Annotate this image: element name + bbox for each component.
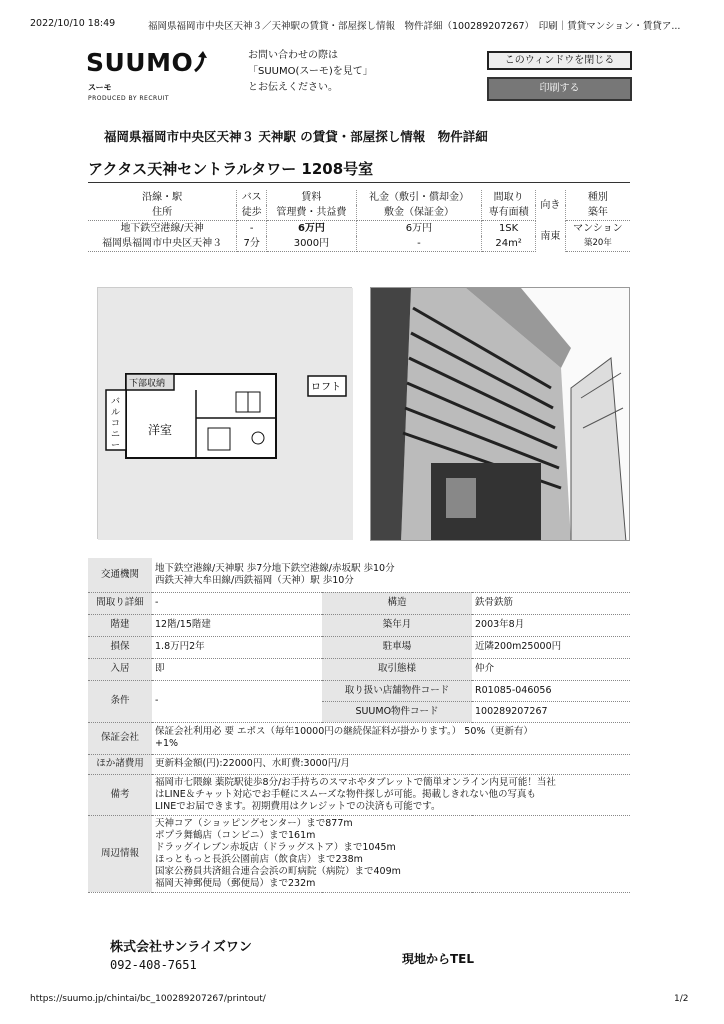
details-label: 駐車場 [322,636,472,658]
remarks-line-2: はLINE＆チャット対応でお手軽にスムーズな物件探しが可能。掲載しきれない他の写真も [155,788,536,800]
svg-text:ニ: ニ [111,430,121,440]
summary-cell: 築20年 [565,236,630,252]
svg-text:バ: バ [111,397,121,407]
summary-head-cell: 間取り [482,190,536,205]
summary-head-cell: 礼金（敷引・償却金） [356,190,481,205]
floorplan-image [97,287,352,539]
floorplan-drawing [98,288,353,540]
floorplan-storage-label: 下部収納 [129,379,166,389]
company-name: 株式会社サンライズワン [110,940,252,955]
summary-cell: 福岡県福岡市中央区天神３ [88,236,237,252]
summary-cell: 24m² [482,236,536,252]
nearby-item: ドラッグイレブン赤坂店（ドラッグストア）まで1045m [155,841,396,853]
company-phone: 092-408-7651 [110,958,197,972]
summary-cell: 6万円 [356,221,481,237]
details-row-remarks [88,774,630,815]
footer-url: https://suumo.jp/chintai/bc_100289207267/printout/ [30,994,266,1004]
inquiry-line-3: とお伝えください。 [248,82,338,93]
details-row-transport [88,558,630,592]
summary-head-cell: 築年 [565,205,630,221]
details-value [152,815,630,892]
details-table [88,558,630,893]
details-row-store-code [88,680,630,701]
details-value [152,774,630,815]
details-label: 入居 [88,658,152,680]
summary-cell: 1SK [482,221,536,237]
details-value: 鉄骨鉄筋 [472,592,630,614]
suumo-logo [86,48,207,77]
details-row-insurance [88,636,630,658]
details-value: 仲介 [472,658,630,680]
footer-page-number: 1/2 [674,994,689,1004]
summary-cell: 3000円 [267,236,357,252]
guarantor-line-1: 保証会社利用必 要 エポス（毎年10000円の継続保証料が掛かります。） 50%（更新有） [155,726,533,737]
svg-text:ー: ー [111,441,121,451]
details-value: 12階/15階建 [152,614,322,636]
details-value: 即 [152,658,322,680]
details-value: 100289207267 [472,701,630,722]
inquiry-line-2: 「SUUMO(スーモ)を見て」 [248,66,373,77]
building-photo-drawing [371,288,630,541]
summary-rent: 6万円 [267,221,357,237]
summary-head-cell: バス [237,190,267,205]
details-row-guarantor [88,722,630,754]
transport-line-2: 西鉄天神大牟田線/西鉄福岡（天神）駅 歩10分 [155,574,354,586]
inquiry-note [248,48,373,96]
summary-head-cell: 専有面積 [482,205,536,221]
details-value [152,722,630,754]
details-label: 間取り詳細 [88,592,152,614]
floorplan-balcony-label [111,397,120,451]
page-subtitle: 福岡県福岡市中央区天神３ 天神駅 の賃貸・部屋探し情報 物件詳細 [104,129,488,144]
property-title: アクタス天神セントラルタワー 1208号室 [88,160,374,178]
transport-line-1: 地下鉄空港線/天神駅 歩7分地下鉄空港線/赤坂駅 歩10分 [155,562,395,574]
details-value: 1.8万円2年 [152,636,322,658]
details-value: 2003年8月 [472,614,630,636]
details-label: SUUMO物件コード [322,701,472,722]
nearby-item: 国家公務員共済組合連合会浜の町病院（病院）まで409m [155,865,401,877]
summary-cell: - [356,236,481,252]
svg-text:コ: コ [111,419,121,429]
tel-note: 現地からTEL [402,952,475,966]
details-label: 階建 [88,614,152,636]
print-header [30,18,694,32]
details-row-movein [88,658,630,680]
details-value: - [152,592,322,614]
remarks-line-1: 福岡市七隈線 薬院駅徒歩8分/お手持ちのスマホやタブレットで簡単オンライン内見可能！当社 [155,776,556,788]
suumo-kana: スーモ [88,83,112,92]
summary-table [88,190,630,252]
produced-by: PRODUCED BY RECRUIT [88,95,170,102]
title-divider [88,182,630,183]
print-button[interactable]: 印刷する [487,77,632,101]
nearby-item: 天神コア（ショッピングセンター）まで877m [155,817,353,829]
summary-head-cell: 沿線・駅 [88,190,237,205]
details-label: 備考 [88,774,152,815]
summary-value-row-1 [88,221,630,237]
summary-head-cell: 管理費・共益費 [267,205,357,221]
inquiry-line-1: お問い合わせの際は [248,50,338,61]
close-window-button[interactable]: このウィンドウを閉じる [487,51,632,70]
details-value: 更新料金額(円):22000円、水町費:3000円/月 [152,754,630,774]
summary-cell: 7分 [237,236,267,252]
remarks-line-3: LINEでお届できます。初期費用はクレジットでの決済も可能です。 [155,800,441,812]
details-label: 条件 [88,680,152,722]
summary-head-cell: 徒歩 [237,205,267,221]
summary-cell: マンション [573,223,623,234]
suumo-wordmark: SUUMO [86,48,194,77]
print-page-title: 福岡県福岡市中央区天神３／天神駅の賃貸・部屋探し情報 物件詳細（100289207267） 印刷｜賃貸マンション・賃貸ア... [148,21,681,32]
summary-head-cell: 住所 [88,205,237,221]
details-label: 交通機関 [88,558,152,592]
details-value: - [152,680,322,722]
details-label: 周辺情報 [88,815,152,892]
print-datetime: 2022/10/10 18:49 [30,18,116,29]
details-value: R01085-046056 [472,680,630,701]
details-label: 築年月 [322,614,472,636]
arrow-up-icon [193,51,207,73]
details-label: 取引態様 [322,658,472,680]
summary-head-cell: 向き [535,190,565,221]
details-label: 損保 [88,636,152,658]
summary-cell: - [237,221,267,237]
details-row-floors [88,614,630,636]
details-value [152,558,630,592]
details-label: 保証会社 [88,722,152,754]
guarantor-line-2: +1% [155,738,179,749]
nearby-item: 福岡天神郵便局（郵便局）まで232m [155,877,316,889]
summary-head-cell: 敷金（保証金） [356,205,481,221]
details-row-nearby [88,815,630,892]
floorplan-loft-label: ロフト [311,382,341,393]
summary-header-row-1 [88,190,630,205]
details-row-layout [88,592,630,614]
details-label: ほか諸費用 [88,754,152,774]
nearby-item: ほっともっと長浜公園前店（飲食店）まで238m [155,853,363,865]
details-value: 近隣200m25000円 [472,636,630,658]
building-photo [370,287,630,541]
summary-head-cell: 種別 [587,192,608,203]
svg-text:ル: ル [111,408,121,418]
summary-head-cell: 賃料 [267,190,357,205]
summary-direction: 南東 [535,221,565,252]
details-label: 構造 [322,592,472,614]
details-row-other-costs [88,754,630,774]
floorplan-room-label: 洋室 [148,423,173,437]
summary-cell: 地下鉄空港線/天神 [88,221,237,237]
nearby-item: ポプラ舞鶴店（コンビニ）まで161m [155,829,316,841]
details-label: 取り扱い店舗物件コード [322,680,472,701]
